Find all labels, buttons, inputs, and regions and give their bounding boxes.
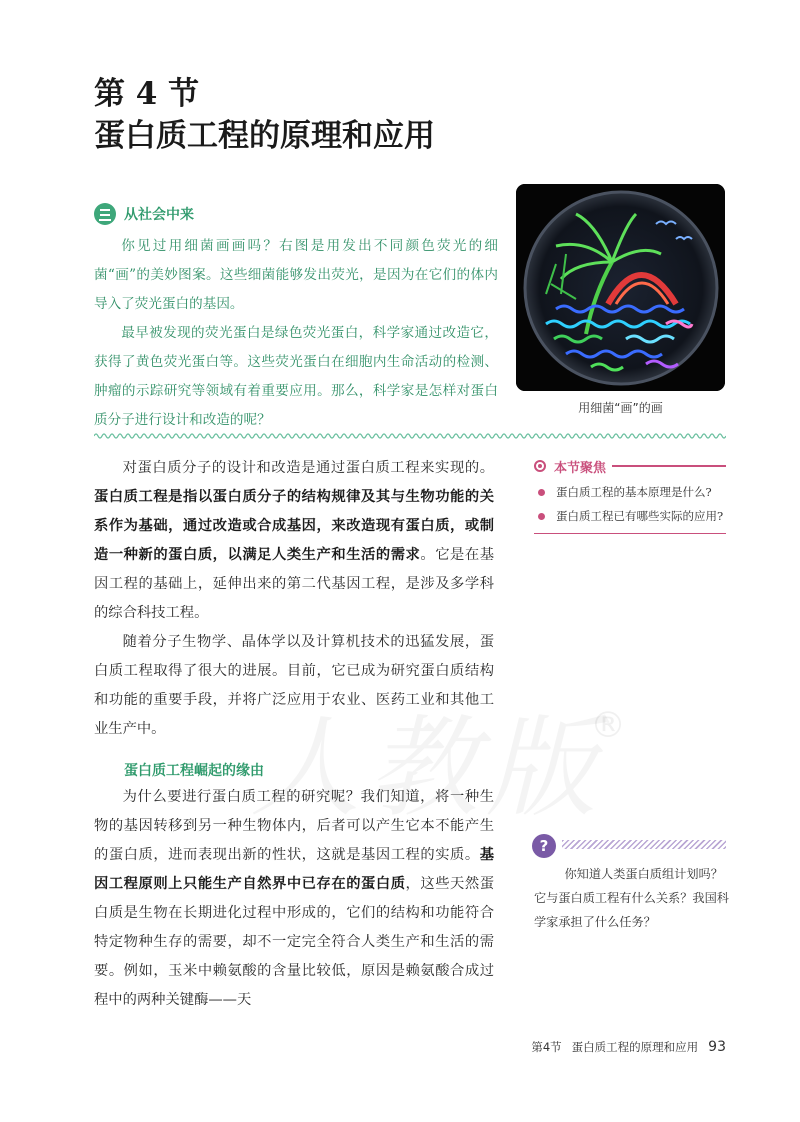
focus-list <box>534 480 726 528</box>
footer-section: 第4节 <box>531 1040 562 1054</box>
photo-caption: 用细菌“画”的画 <box>578 401 663 415</box>
section-heading: 蛋白质工程崛起的缘由 <box>124 763 264 779</box>
wavy-divider <box>94 430 726 442</box>
focus-divider <box>534 533 726 534</box>
body-section-2 <box>94 783 494 1015</box>
bacteria-painting-photo <box>516 184 725 391</box>
petri-dish-illustration <box>516 184 725 391</box>
definition-bold: 蛋白质工程是指以蛋白质分子的结构规律及其与生物功能的关系作为基础，通过改造或合成基因，来改造现有蛋白质，或制造一种新的蛋白质，以满足人类生产和生活的需求 <box>94 489 494 563</box>
question-paragraph: 你知道人类蛋白质组计划吗？它与蛋白质工程有什么关系？我国科学家承担了什么任务？ <box>534 867 729 929</box>
key-point-bold: 基因工程原则上只能生产自然界中已存在的蛋白质 <box>94 847 494 892</box>
body-text-span: 。它是在基因工程的基础上，延伸出来的第二代基因工程，是涉及多学科的综合科技工程。 <box>94 547 495 621</box>
body-text-span: 为什么要进行蛋白质工程的研究呢？我们知道，将一种生物的基因转移到另一种生物体内，后者可以产生它本不能产生的蛋白质，进而表现出新的性状，这就是基因工程的实质。 <box>94 789 494 863</box>
focus-rule <box>612 465 726 467</box>
intro-paragraph: 你见过用细菌画画吗？右图是用发出不同颜色荧光的细菌“画”的美妙图案。这些细菌能够发出荧光，是因为在它们的体内导入了荧光蛋白的基因。 <box>94 238 498 312</box>
body-paragraph <box>94 454 494 628</box>
intro-header <box>94 203 194 225</box>
body-paragraph: 随着分子生物学、晶体学以及计算机技术的迅猛发展，蛋白质工程取得了很大的进展。目前，它已成为研究蛋白质结构和功能的重要手段，并将广泛应用于农业、医药工业和其他工业生产中。 <box>94 634 494 737</box>
book-stack-icon <box>94 203 116 225</box>
question-hatch-rule <box>562 840 726 849</box>
page-number: 93 <box>708 1039 726 1055</box>
focus-header <box>534 456 726 476</box>
focus-item: 蛋白质工程已有哪些实际的应用? <box>534 504 726 528</box>
focus-item: 蛋白质工程的基本原理是什么? <box>534 480 726 504</box>
body-paragraph <box>94 783 494 1015</box>
footer-title: 蛋白质工程的原理和应用 <box>571 1040 699 1054</box>
chapter-number: 第 4 节 <box>94 76 200 112</box>
page-title: 蛋白质工程的原理和应用 <box>94 118 435 154</box>
target-icon <box>534 460 546 472</box>
page-footer <box>520 1039 726 1055</box>
focus-label: 本节聚焦 <box>554 460 607 476</box>
intro-paragraph: 最早被发现的荧光蛋白是绿色荧光蛋白，科学家通过改造它，获得了黄色荧光蛋白等。这些荧光蛋白在细胞内生命活动的检测、肿瘤的示踪研究等领域有着重要应用。那么，科学家是怎样对蛋白质分子进行设计和改造的呢？ <box>94 325 498 428</box>
body-text-span: ，这些天然蛋白质是生物在长期进化过程中形成的，它们的结构和功能符合特定物种生存的需要，却不一定完全符合人类生产和生活的需要。例如，玉米中赖氨酸的含量比较低，原因是赖氨酸合成过程中的两种关键酶——天 <box>94 876 495 1008</box>
question-text <box>534 862 730 934</box>
registered-mark: ® <box>590 705 626 746</box>
body-text-span: 对蛋白质分子的设计和改造是通过蛋白质工程来实现的。 <box>122 460 494 476</box>
intro-label: 从社会中来 <box>124 207 194 223</box>
intro-text <box>94 232 498 435</box>
question-icon: ? <box>532 834 556 858</box>
